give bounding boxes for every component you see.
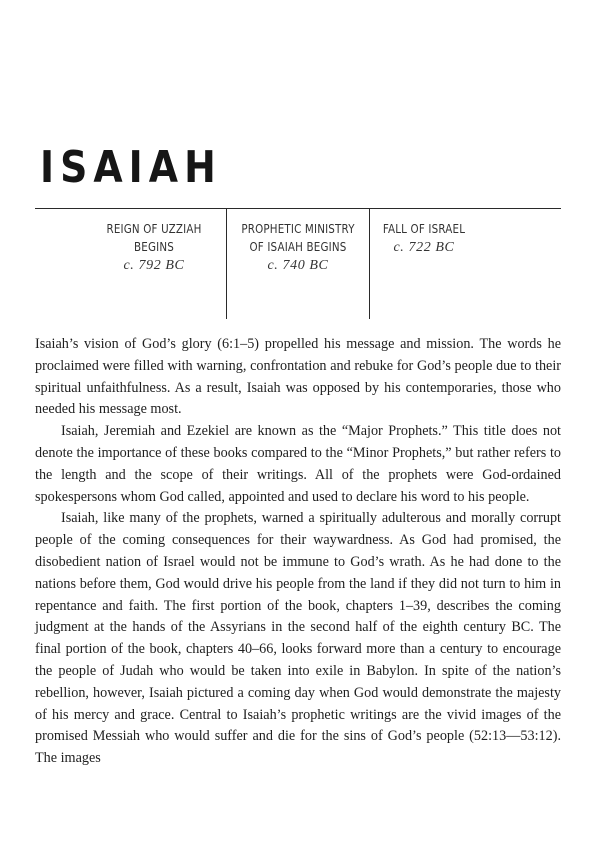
- timeline-date: c. 740 BC: [267, 258, 329, 273]
- body-paragraph: Isaiah, like many of the prophets, warned a spiritually adulterous and morally corrupt people of the coming consequences for their waywardness. As God had promised, the disobedient nation of Israel would not be immune to God’s wrath. As he had done to the nations before them, God would drive his people from the land if they did not turn to him in repentance and faith. The first portion of the book, chapters 1–39, describes the coming judgment at the hands of the Assyrians in the second half of the eighth century BC. The final portion of the book, chapters 40–66, looks forward more than a century to encourage the people of Judah who would be taken into exile in Babylon. In spite of the nation’s rebellion, however, Isaiah pictured a coming day when God would demonstrate the majesty of his mercy and grace. Central to Isaiah’s prophetic writings are the vivid images of the promised Messiah who would suffer and die for the sins of God’s people (52:13—53:12). The images: [35, 510, 561, 767]
- page-title: ISAIAH: [40, 142, 222, 193]
- timeline-event: PROPHETIC MINISTRY OF ISAIAH BEGINS: [241, 222, 355, 254]
- timeline: [35, 208, 561, 319]
- timeline-entry: [226, 208, 370, 319]
- timeline-event: FALL OF ISRAEL: [382, 222, 466, 236]
- body-paragraph: Isaiah’s vision of God’s glory (6:1–5) propelled his message and mission. The words he proclaimed were filled with warning, confrontation and rebuke for God’s people due to their spiritual unfaithfulness. As a result, Isaiah was opposed by his contemporaries, those who needed his message most.: [35, 336, 561, 418]
- timeline-date: c. 792 BC: [123, 258, 185, 273]
- timeline-event: REIGN OF UZZIAH BEGINS: [106, 222, 202, 254]
- timeline-entry: [83, 208, 225, 319]
- body-text: [35, 334, 561, 770]
- body-paragraph: Isaiah, Jeremiah and Ezekiel are known as the “Major Prophets.” This title does not denote the importance of these books compared to the “Minor Prophets,” but rather refers to the length and the scope of their writings. All of the prophets were God-ordained spokespersons whom God called, appointed and used to declare his word to his people.: [35, 423, 561, 505]
- timeline-entry: [369, 208, 479, 319]
- timeline-date: c. 722 BC: [393, 240, 455, 255]
